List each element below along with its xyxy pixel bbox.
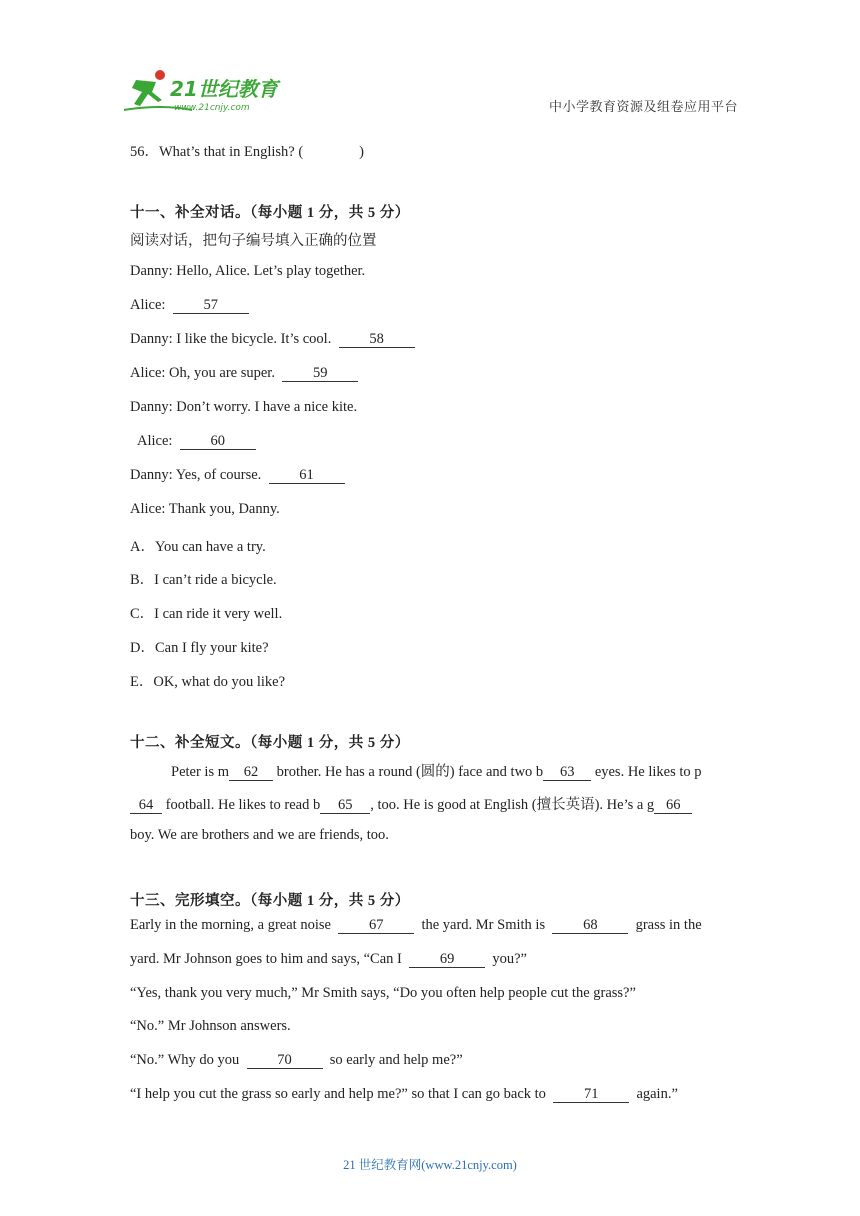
passage-text: eyes. He likes to p (591, 764, 702, 780)
blank-62: 62 (229, 765, 273, 781)
passage-text: brother. He has a round (圆的) face and two b (273, 764, 544, 780)
section-11-instruction: 阅读对话，把句子编号填入正确的位置 (130, 233, 377, 249)
dialog-line: Alice: Thank you, Danny. (130, 501, 280, 517)
blank-68: 68 (552, 918, 628, 934)
cloze-line (130, 917, 702, 934)
blank-66: 66 (654, 798, 692, 814)
cloze-line (130, 1052, 463, 1069)
dialog-text: Danny: Yes, of course. (130, 467, 262, 483)
cloze-text: “No.” Why do you (130, 1052, 240, 1068)
section-11-title: 十一、补全对话。（每小题 1 分，共 5 分） (130, 205, 410, 221)
cloze-text: grass in the (635, 917, 702, 933)
page-header (0, 0, 860, 125)
option-b: B．I can’t ride a bicycle. (130, 572, 277, 588)
blank-63: 63 (543, 765, 591, 781)
blank-59: 59 (282, 366, 358, 382)
dialog-line (130, 467, 345, 484)
dialog-text: Alice: Oh, you are super. (130, 365, 275, 381)
section-12-title: 十二、补全短文。（每小题 1 分，共 5 分） (130, 735, 410, 751)
blank-60: 60 (180, 434, 256, 450)
cloze-text: you?” (492, 951, 527, 967)
option-c: C．I can ride it very well. (130, 606, 283, 622)
cloze-text: yard. Mr Johnson goes to him and says, “Can I (130, 951, 402, 967)
option-d: D．Can I fly your kite? (130, 640, 269, 656)
question-close: ) (359, 144, 365, 160)
question-text: 56．What’s that in English? ( (130, 144, 304, 160)
blank-65: 65 (320, 798, 370, 814)
cloze-line: “Yes, thank you very much,” Mr Smith says, “Do you often help people cut the grass?” (130, 985, 636, 1001)
dialog-speaker: Alice: (130, 297, 166, 313)
blank-70: 70 (247, 1053, 323, 1069)
blank-57: 57 (173, 298, 249, 314)
cloze-line: “No.” Mr Johnson answers. (130, 1018, 291, 1034)
option-e: E．OK, what do you like? (130, 674, 286, 690)
passage-line (130, 793, 692, 814)
blank-71: 71 (553, 1087, 629, 1103)
cloze-line (130, 951, 527, 968)
logo (122, 66, 292, 116)
page-footer[interactable]: 21 世纪教育网(www.21cnjy.com) (343, 1158, 517, 1172)
section-13-title: 十三、完形填空。（每小题 1 分，共 5 分） (130, 893, 410, 909)
passage-text: Peter is m (171, 764, 229, 780)
cloze-text: so early and help me?” (329, 1052, 463, 1068)
passage-line (171, 760, 702, 781)
cloze-text: again.” (636, 1086, 678, 1102)
blank-61: 61 (269, 468, 345, 484)
passage-text: , too. He is good at English (擅长英语). He’s a g (370, 797, 655, 813)
blank-64: 64 (130, 798, 162, 814)
dialog-speaker: Alice: (137, 433, 173, 449)
passage-text: football. He likes to read b (162, 797, 321, 813)
cloze-text: the yard. Mr Smith is (421, 917, 546, 933)
option-a: A．You can have a try. (130, 539, 266, 555)
logo-text: 21世纪教育 (170, 77, 278, 101)
dialog-line (130, 331, 415, 348)
blank-58: 58 (339, 332, 415, 348)
passage-line: boy. We are brothers and we are friends, too. (130, 827, 389, 843)
dialog-line: Danny: Don’t worry. I have a nice kite. (130, 399, 358, 415)
dialog-line (137, 433, 256, 450)
dialog-line (130, 365, 358, 382)
blank-69: 69 (409, 952, 485, 968)
dialog-text: Danny: I like the bicycle. It’s cool. (130, 331, 332, 347)
question-56 (130, 140, 364, 161)
blank-67: 67 (338, 918, 414, 934)
logo-url: www.21cnjy.com (174, 103, 250, 113)
dialog-line: Danny: Hello, Alice. Let’s play together. (130, 263, 366, 279)
cloze-text: “I help you cut the grass so early and help me?” so that I can go back to (130, 1086, 546, 1102)
cloze-line (130, 1086, 678, 1103)
cloze-text: Early in the morning, a great noise (130, 917, 331, 933)
dialog-line (130, 297, 249, 314)
platform-name: 中小学教育资源及组卷应用平台 (549, 99, 739, 114)
runner-logo-icon (122, 66, 292, 116)
